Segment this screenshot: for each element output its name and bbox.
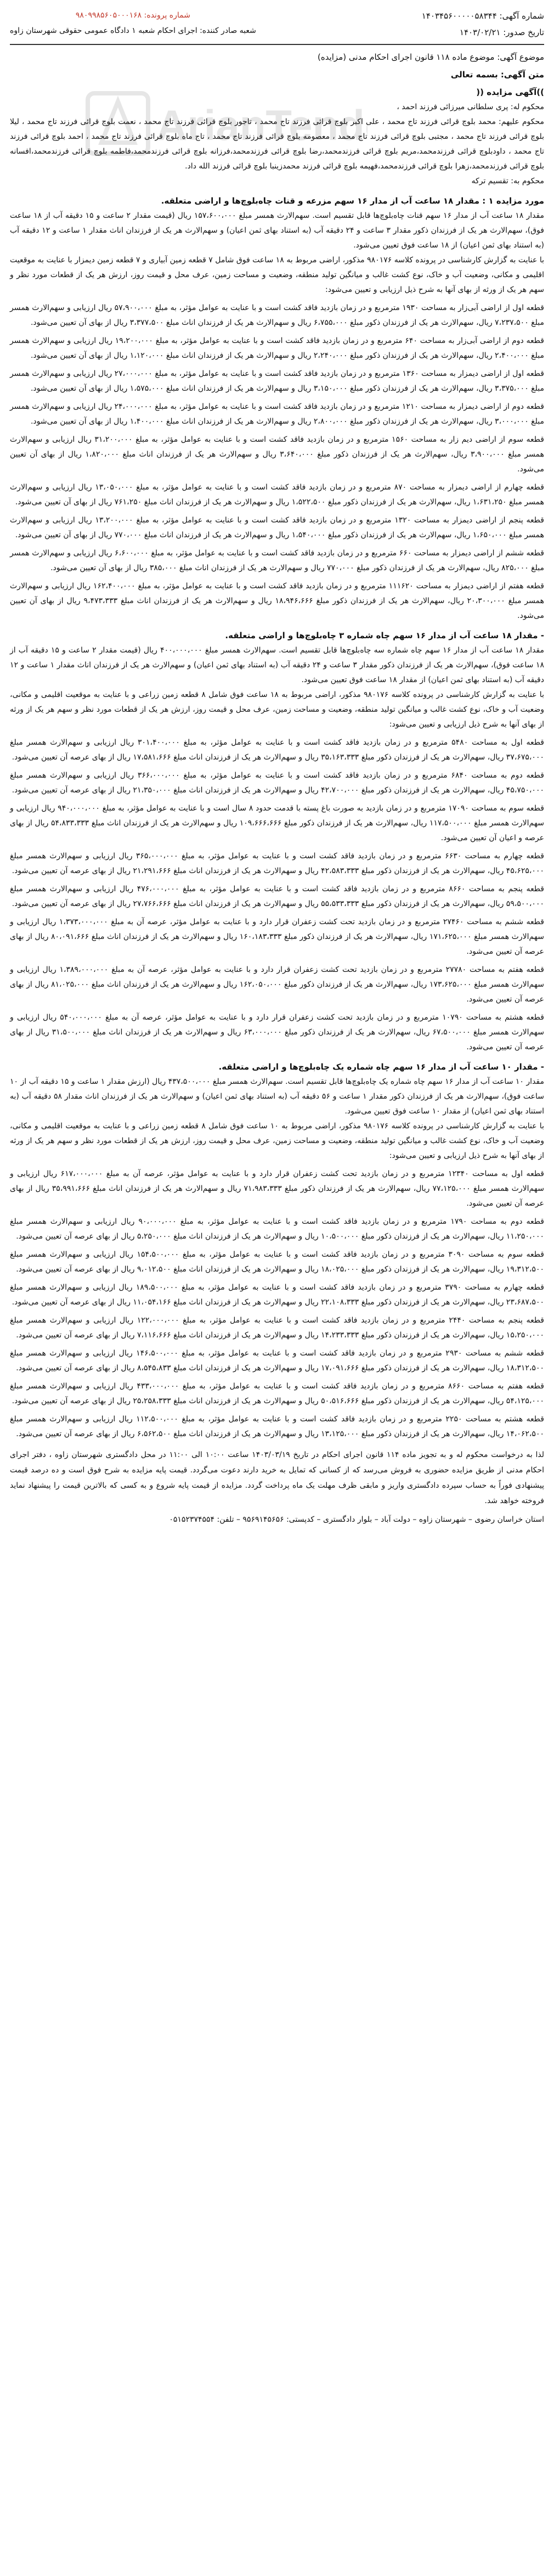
judgment: محکوم به: تقسیم ترکه [471,177,544,185]
land-parcel-item: قطعه هشتم به مساحت ۱۰۷۹۰ مترمربع و در زمان بازدید تحت کشت زعفران قرار دارد و با عنایت به عوامل مؤثر، عرصه آن به مبلغ ۵۴۰،۰۰۰،۰۰۰ ریال ارزیابی و سهم‌الارث همسر مبلغ ۶۷،۵۰۰،۰۰۰ ریال، سهم‌الارث هر یک از فرزندان ذکور مبلغ ۶۳،۰۰۰،۰۰۰ ریال و سهم‌الارث هر یک از فرزندان اناث مبلغ ۳۱،۵۰۰،۰۰۰ ریال از بهای عرصه آن تعیین می‌شود. [10,1013,544,1051]
section-3-water: مقدار ۱۰ ساعت آب از مدار ۱۶ سهم چاه شماره یک چاه‌بلوچ‌ها قابل تقسیم است. سهم‌الارث همسر مبلغ ۴۳۷،۵۰۰،۰۰۰ ریال (ارزش مقدار ۱ ساعت و ۱۵ دقیقه آب از ۱۰ ساعت فوق)، سهم‌الارث هر یک از فرزندان ذکور مقدار ۱ ساعت و ۵۶ دقیقه آب (به استناد بهای ثمن اعیان) و سهم‌الارث هر یک از فرزندان اناث مقدار ۵۸ دقیقه آب (به استناد بهای ثمن اعیان) از مقدار ۱۰ ساعت فوق تعیین می‌شود. [10,1077,545,1116]
land-parcel-item: قطعه ششم به مساحت ۲۷۴۶۰ مترمربع و در زمان بازدید تحت کشت زعفران قرار دارد و با عنایت به عوامل مؤثر، عرصه آن به مبلغ ۱،۳۷۳،۰۰۰،۰۰۰ ریال ارزیابی و سهم‌الارث همسر مبلغ ۱۷۱،۶۲۵،۰۰۰ ریال، سهم‌الارث هر یک از فرزندان ذکور مبلغ ۱۶۰،۱۸۳،۳۳۳ ریال و سهم‌الارث هر یک از فرزندان اناث مبلغ ۸۰،۰۹۱،۶۶۶ ریال از بهای عرصه آن تعیین می‌شود. [10,918,545,956]
land-parcel-item: قطعه اول به مساحت ۵۴۸۰ مترمربع و در زمان بازدید فاقد کشت است و با عنایت به عوامل مؤثر، به مبلغ ۳۰۱،۴۰۰،۰۰۰ ریال ارزیابی و سهم‌الارث همسر مبلغ ۳۷،۶۷۵،۰۰۰ ریال، سهم‌الارث هر یک از فرزندان ذکور مبلغ ۳۵،۱۶۳،۳۳۳ ریال و سهم‌الارث هر یک از فرزندان اناث مبلغ ۱۷،۵۸۱،۶۶۶ ریال از بهای عرصه آن تعیین می‌شود. [10,738,544,762]
section-2-expert: با عنایت به گزارش کارشناسی در پرونده کلاسه ۹۸۰۱۷۶ مذکور، اراضی مربوط به ۱۸ ساعت فوق شامل ۸ قطعه زمین زراعی و با عنایت به موقعیت اقلیمی و مکانی، وضعیت آب و خاک، نوع کشت غالب و میانگین تولید منطقه، وضعیت و مساحت زمین، عرف محل و قیمت روز، ارزش هر یک از قطعات مورد نظر و سهم هر یک از ورثه از بهای آنها به شرح ذیل ارزیابی و تعیین می‌شود: [10,690,544,729]
land-parcel-item: قطعه اول از اراضی آبی‌زار به مساحت ۱۹۳۰ مترمربع و در زمان بازدید فاقد کشت است و با عنایت به عوامل مؤثر، به مبلغ ۵۷،۹۰۰،۰۰۰ ریال ارزیابی و سهم‌الارث همسر مبلغ ۷،۲۳۷،۵۰۰ ریال، سهم‌الارث هر یک از فرزندان ذکور مبلغ ۶،۷۵۵،۰۰۰ ریال و سهم‌الارث هر یک از فرزندان اناث مبلغ ۳،۳۷۷،۵۰۰ ریال از بهای آن تعیین می‌شود. [10,303,544,327]
section-3 [10,1059,544,1442]
debtors: محکوم علیهم: محمد بلوچ قرائی فرزند تاج محمد ، علی اکبر بلوچ قرائی فرزند تاج محمد ، تاجور بلوچ قرائی فرزند تاج محمد ، نعمت بلوچ قرائی فرزند تاج محمد ، لیلا بلوچ قرائی فرزند تاج محمد ، مجتبی بلوچ قرائی فرزند تاج محمد ، معصومه بلوچ قرائی فرزند تاج محمد ، تاج ماه بلوچ قرائی فرزند تاج محمد ، احمد بلوچ قرائی فرزند تاج محمد ، داودبلوچ قرائی فرزندمحمد،مریم بلوچ قرائی فرزندمحمد،رضا بلوچ قرائی فرزندمحمد،فرزانه بلوچ قرائی فرزندمحمد،فاطمه بلوچ قرائی فرزندمحمد،افسانه بلوچ قرائی فرزندمحمد،زهرا بلوچ قرائی فرزندمحمد،فهیمه بلوچ قرائی فرزند محمدزینبا بلوچ قرائی فرزند الله داد. [10,117,544,171]
header-right [422,8,544,41]
land-parcel-item: قطعه هفتم به مساحت ۲۷۷۸۰ مترمربع و در زمان بازدید تحت کشت زعفران قرار دارد و با عنایت به عوامل مؤثر، عرصه آن به مبلغ ۱،۳۸۹،۰۰۰،۰۰۰ ریال ارزیابی و سهم‌الارث همسر مبلغ ۱۷۳،۶۲۵،۰۰۰ ریال، سهم‌الارث هر یک از فرزندان ذکور مبلغ ۱۶۲،۰۵۰،۰۰۰ ریال و سهم‌الارث هر یک از فرزندان اناث مبلغ ۸۱،۰۲۵،۰۰۰ ریال از بهای عرصه آن تعیین می‌شود. [10,965,545,1004]
land-parcel-item: قطعه چهارم به مساحت ۳۷۹۰ مترمربع و در زمان بازدید فاقد کشت است و با عنایت به عوامل مؤثر، به مبلغ ۱۸۹،۵۰۰،۰۰۰ ریال ارزیابی و سهم‌الارث همسر مبلغ ۲۳،۶۸۷،۵۰۰ ریال، سهم‌الارث هر یک از فرزندان ذکور مبلغ ۲۲،۱۰۸،۳۳۳ ریال و سهم‌الارث هر یک از فرزندان اناث مبلغ ۱۱،۰۵۴،۱۶۶ ریال از بهای عرصه آن تعیین می‌شود. [10,1283,544,1307]
land-parcel-item: قطعه اول از اراضی دیمزار به مساحت ۱۳۶۰ مترمربع و در زمان بازدید فاقد کشت است و با عنایت به عوامل مؤثر، به مبلغ ۲۷،۰۰۰،۰۰۰ ریال ارزیابی و سهم‌الارث همسر مبلغ ۳،۳۷۵،۰۰۰ ریال، سهم‌الارث هر یک از فرزندان ذکور مبلغ ۳،۱۵۰،۰۰۰ ریال و سهم‌الارث هر یک از فرزندان اناث مبلغ ۱،۵۷۵،۰۰۰ ریال از بهای آن تعیین می‌شود. [10,369,544,393]
section-2-title: - مقدار ۱۸ ساعت آب از مدار ۱۶ سهم چاه شماره ۳ چاه‌بلوچ‌ها و اراضی متعلقه. [225,631,544,640]
land-parcel-item: قطعه دوم به مساحت ۶۸۴۰ مترمربع و در زمان بازدید فاقد کشت است و با عنایت به عوامل مؤثر، به مبلغ ۳۶۶،۰۰۰،۰۰۰ ریال ارزیابی و سهم‌الارث همسر مبلغ ۴۵،۷۵۰،۰۰۰ ریال، سهم‌الارث هر یک از فرزندان ذکور مبلغ ۴۲،۷۰۰،۰۰۰ ریال و سهم‌الارث هر یک از فرزندان اناث مبلغ ۲۱،۳۵۰،۰۰۰ ریال از بهای عرصه آن تعیین می‌شود. [10,771,544,795]
claimant: محکوم له: پری سلطانی میرزائی فرزند احمد ، [397,103,544,111]
section-2-items [10,735,544,1055]
section-2 [10,628,544,1055]
section-1-items [10,301,544,623]
header-divider [10,44,544,45]
land-parcel-item: قطعه سوم به مساحت ۱۷۰۹۰ مترمربع و در زمان بازدید به صورت باغ پسته با قدمت حدود ۸ سال است و با عنایت به عوامل مؤثر، به مبلغ ۹۴۰،۰۰۰،۰۰۰ ریال ارزیابی و سهم‌الارث همسر مبلغ ۱۱۷،۵۰۰،۰۰۰ ریال، سهم‌الارث هر یک از فرزندان ذکور مبلغ ۱۰۹،۶۶۶،۶۶۶ ریال و سهم‌الارث هر یک از فرزندان اناث مبلغ ۵۴،۸۳۳،۳۳۳ ریال از بهای عرصه و اعیان آن تعیین می‌شود. [10,804,545,842]
land-parcel-item: قطعه ششم از اراضی دیمزار به مساحت ۶۶۰ مترمربع و در زمان بازدید فاقد کشت است و با عنایت به عوامل مؤثر، به مبلغ ۶،۶۰۰،۰۰۰ ریال ارزیابی و سهم‌الارث همسر مبلغ ۸۲۵،۰۰۰ ریال، سهم‌الارث هر یک از فرزندان ذکور مبلغ ۷۷۰،۰۰۰ ریال و سهم‌الارث هر یک از فرزندان اناث مبلغ ۳۸۵،۰۰۰ ریال از بهای آن تعیین می‌شود. [10,549,544,572]
notice-page [10,8,544,2568]
land-parcel-item: قطعه ششم به مساحت ۲۹۳۰ مترمربع و در زمان بازدید فاقد کشت است و با عنایت به عوامل مؤثر، به مبلغ ۱۴۶،۵۰۰،۰۰۰ ریال ارزیابی و سهم‌الارث همسر مبلغ ۱۸،۳۱۲،۵۰۰ ریال، سهم‌الارث هر یک از فرزندان ذکور مبلغ ۱۷،۰۹۱،۶۶۶ ریال و سهم‌الارث هر یک از فرزندان اناث مبلغ ۸،۵۴۵،۸۳۳ ریال از بهای عرصه آن تعیین می‌شود. [10,1349,544,1373]
land-parcel-item: قطعه پنجم از اراضی دیمزار به مساحت ۱۳۲۰ مترمربع و در زمان بازدید فاقد کشت است و با عنایت به عوامل مؤثر، به مبلغ ۱۳،۲۰۰،۰۰۰ ریال ارزیابی و سهم‌الارث همسر مبلغ ۱،۶۵۰،۰۰۰ ریال، سهم‌الارث هر یک از فرزندان ذکور مبلغ ۱،۵۴۰،۰۰۰ ریال و سهم‌الارث هر یک از فرزندان اناث مبلغ ۷۷۰،۰۰۰ ریال از بهای آن تعیین می‌شود. [10,516,544,539]
land-parcel-item: قطعه چهارم از اراضی دیمزار به مساحت ۸۷۰ مترمربع و در زمان بازدید فاقد کشت است و با عنایت به عوامل مؤثر، به مبلغ ۱۳،۰۵۰،۰۰۰ ریال ارزیابی و سهم‌الارث همسر مبلغ ۱،۶۳۱،۲۵۰ ریال، سهم‌الارث هر یک از فرزندان ذکور مبلغ ۱،۵۲۲،۵۰۰ ریال و سهم‌الارث هر یک از فرزندان اناث مبلغ ۷۶۱،۲۵۰ ریال از بهای آن تعیین می‌شود. [10,483,544,507]
section-3-items [10,1167,544,1442]
section-1-expert: با عنایت به گزارش کارشناسی در پرونده کلاسه ۹۸۰۱۷۶ مذکور، اراضی مربوط به ۱۸ ساعت فوق شامل ۷ قطعه زمین آبیاری و ۷ قطعه زمین دیمزار با عنایت به موقعیت اقلیمی و مکانی، وضعیت آب و خاک، نوع کشت غالب و میانگین تولید منطقه، وضعیت و مساحت زمین، عرف محل و قیمت روز، ارزش هر یک از قطعات مورد نظر و سهم هر یک از ورثه از بهای آنها به شرح ذیل ارزیابی و تعیین می‌شود: [10,256,544,294]
land-parcel-item: قطعه هفتم از اراضی دیمزار به مساحت ۱۱۱۶۲۰ مترمربع و در زمان بازدید فاقد کشت است و با عنایت به عوامل مؤثر، به مبلغ ۱۶۲،۴۰۰،۰۰۰ ریال ارزیابی و سهم‌الارث همسر مبلغ ۲۰،۳۰۰،۰۰۰ ریال، سهم‌الارث هر یک از فرزندان ذکور مبلغ ۱۸،۹۴۶،۶۶۶ ریال و سهم‌الارث هر یک از فرزندان اناث مبلغ ۹،۴۷۳،۳۳۳ ریال از بهای آن تعیین می‌شود. [10,582,545,620]
land-parcel-item: قطعه اول به مساحت ۱۲۳۴۰ مترمربع و در زمان بازدید تحت کشت زعفران قرار دارد و با عنایت به عوامل مؤثر، عرصه آن به مبلغ ۶۱۷،۰۰۰،۰۰۰ ریال ارزیابی و سهم‌الارث همسر مبلغ ۷۷،۱۲۵،۰۰۰ ریال، سهم‌الارث هر یک از فرزندان ذکور مبلغ ۷۱،۹۸۳،۳۳۳ ریال و سهم‌الارث هر یک از فرزندان اناث مبلغ ۳۵،۹۹۱،۶۶۶ ریال از بهای عرصه آن تعیین می‌شود. [10,1169,544,1208]
section-1-title: مورد مزایده ۱ : مقدار ۱۸ ساعت آب از مدار ۱۶ سهم مزرعه و قنات چاه‌بلوچ‌ها و اراضی متعلقه. [161,196,544,206]
ad-number: شماره آگهی: ۱۴۰۳۴۵۶۰۰۰۰۰۵۸۳۴۴ [421,11,544,21]
land-parcel-item: قطعه پنجم به مساحت ۸۶۶۰ مترمربع و در زمان بازدید فاقد کشت است و با عنایت به عوامل مؤثر، به مبلغ ۴۷۶،۰۰۰،۰۰۰ ریال ارزیابی و سهم‌الارث همسر مبلغ ۵۹،۵۰۰،۰۰۰ ریال، سهم‌الارث هر یک از فرزندان ذکور مبلغ ۵۵،۵۳۳،۳۳۳ ریال و سهم‌الارث هر یک از فرزندان اناث مبلغ ۲۷،۷۶۶،۶۶۶ ریال از بهای عرصه آن تعیین می‌شود. [10,885,544,908]
land-parcel-item: قطعه سوم به مساحت ۳۰۹۰ مترمربع و در زمان بازدید فاقد کشت است و با عنایت به عوامل مؤثر، به مبلغ ۱۵۴،۵۰۰،۰۰۰ ریال ارزیابی و سهم‌الارث همسر مبلغ ۱۹،۳۱۲،۵۰۰ ریال، سهم‌الارث هر یک از فرزندان ذکور مبلغ ۱۸،۰۲۵،۰۰۰ ریال و سهم‌الارث هر یک از فرزندان اناث مبلغ ۹،۰۱۲،۵۰۰ ریال از بهای عرصه آن تعیین می‌شود. [10,1250,544,1274]
svg-text:ArianTender: ArianTend [156,101,365,149]
auction-footer: لذا به درخواست محکوم له و به تجویز ماده ۱۱۴ قانون اجرای احکام در تاریخ ۱۴۰۳/۰۳/۱۹ ساعت ۱۰:۰۰ الی ۱۱:۰۰ در محل دادگستری شهرستان زاوه ، دفتر اجرای احکام مدنی از طریق مزایده حضوری به فروش می‌رسد که از کسانی که تمایل به خرید دارند دعوت می‌گردد. قیمت پایه مزایده به شرح فوق است و ده درصد قیمت پیشنهادی فوراً به حساب سپرده دادگستری واریز و مابقی ظرف مهلت یک ماه پرداخت گردد. مزایده از قیمت پایه شروع و به کسی که بالاترین قیمت را پیشنهاد نماید فروخته خواهد شد. [10,1450,545,1505]
issue-date: تاریخ صدور: ۱۴۰۳/۰۲/۲۱ [459,27,544,37]
land-parcel-item: قطعه دوم به مساحت ۱۷۹۰ مترمربع و در زمان بازدید فاقد کشت است و با عنایت به عوامل مؤثر، به مبلغ ۹۰،۰۰۰،۰۰۰ ریال ارزیابی و سهم‌الارث همسر مبلغ ۱۱،۲۵۰،۰۰۰ ریال، سهم‌الارث هر یک از فرزندان ذکور مبلغ ۱۰،۵۰۰،۰۰۰ ریال و سهم‌الارث هر یک از فرزندان اناث مبلغ ۵،۲۵۰،۰۰۰ ریال از بهای عرصه آن تعیین می‌شود. [10,1217,544,1241]
section-2-water: مقدار ۱۸ ساعت آب از مدار ۱۶ سهم چاه شماره سه چاه‌بلوچ‌ها قابل تقسیم است. سهم‌الارث همسر مبلغ ۴۰۰،۰۰۰،۰۰۰ ریال (قیمت مقدار ۲ ساعت و ۱۵ دقیقه آب از ۱۸ ساعت فوق)، سهم‌الارث هر یک از فرزندان ذکور مقدار ۳ ساعت و ۲۴ دقیقه آب (به استناد بهای ثمن اعیان) و سهم‌الارث هر یک از فرزندان اناث مقدار ۱ ساعت و ۱۲ دقیقه آب (به استناد بهای ثمن اعیان) از مقدار ۱۸ ساعت فوق تعیین می‌شود. [10,646,545,684]
ad-text-title: متن آگهی: بسمه تعالی [450,70,544,80]
land-parcel-item: قطعه سوم از اراضی دیم زار به مساحت ۱۵۶۰ مترمربع و در زمان بازدید فاقد کشت است و با عنایت به عوامل مؤثر، به مبلغ ۳۱،۲۰۰،۰۰۰ ریال ارزیابی و سهم‌الارث همسر مبلغ ۳،۹۰۰،۰۰۰ ریال، سهم‌الارث هر یک از فرزندان ذکور مبلغ ۳،۶۴۰،۰۰۰ ریال و سهم‌الارث هر یک از فرزندان اناث مبلغ ۱،۸۲۰،۰۰۰ ریال از بهای آن تعیین می‌شود. [10,435,545,474]
land-parcel-item: قطعه چهارم به مساحت ۶۶۳۰ مترمربع و در زمان بازدید فاقد کشت است و با عنایت به عوامل مؤثر، به مبلغ ۳۶۵،۰۰۰،۰۰۰ ریال ارزیابی و سهم‌الارث همسر مبلغ ۴۵،۶۲۵،۰۰۰ ریال، سهم‌الارث هر یک از فرزندان ذکور مبلغ ۴۲،۵۸۳،۳۳۳ ریال و سهم‌الارث هر یک از فرزندان اناث مبلغ ۲۱،۲۹۱،۶۶۶ ریال از بهای عرصه آن تعیین می‌شود. [10,852,544,875]
section-3-expert: با عنایت به گزارش کارشناسی در پرونده کلاسه ۹۸۰۱۷۶ مذکور، اراضی مربوط به ۱۰ ساعت فوق شامل ۸ قطعه زمین زراعی و با عنایت به موقعیت اقلیمی و مکانی، وضعیت آب و خاک، نوع کشت غالب و میانگین تولید منطقه، وضعیت و مساحت زمین، عرف محل و قیمت روز، ارزش هر یک از قطعات مورد نظر و سهم هر یک از ورثه از بهای آنها به شرح ذیل ارزیابی و تعیین می‌شود: [10,1122,544,1160]
issuer: شعبه صادر کننده: اجرای احکام شعبه ۱ دادگاه عمومی حقوقی شهرستان زاوه [10,26,256,35]
court-contact: استان خراسان رضوی – شهرستان زاوه – دولت آباد – بلوار دادگستری – کدپستی: ۹۵۶۹۱۴۵۶۵۶ – تلفن: ۰۵۱۵۲۳۷۴۵۵۴ [169,1515,544,1524]
land-parcel-item: قطعه دوم از اراضی آبی‌زار به مساحت ۶۴۰ مترمربع و در زمان بازدید فاقد کشت است و با عنایت به عوامل مؤثر، به مبلغ ۱۹،۲۰۰،۰۰۰ ریال ارزیابی و سهم‌الارث همسر مبلغ ۲،۴۰۰،۰۰۰ ریال، سهم‌الارث هر یک از فرزندان ذکور مبلغ ۲،۲۴۰،۰۰۰ ریال و سهم‌الارث هر یک از فرزندان اناث مبلغ ۱،۱۲۰،۰۰۰ ریال از بهای آن تعیین می‌شود. [10,336,544,360]
land-parcel-item: قطعه هفتم به مساحت ۸۶۶۰ مترمربع و در زمان بازدید فاقد کشت است و با عنایت به عوامل مؤثر، به مبلغ ۴۳۳،۰۰۰،۰۰۰ ریال ارزیابی و سهم‌الارث همسر مبلغ ۵۴،۱۲۵،۰۰۰ ریال، سهم‌الارث هر یک از فرزندان ذکور مبلغ ۵۰،۵۱۶،۶۶۶ ریال و سهم‌الارث هر یک از فرزندان اناث مبلغ ۲۵،۲۵۸،۳۳۳ ریال از بهای عرصه آن تعیین می‌شود. [10,1382,544,1405]
land-parcel-item: قطعه پنجم به مساحت ۲۴۴۰ مترمربع و در زمان بازدید فاقد کشت است و با عنایت به عوامل مؤثر، به مبلغ ۱۲۲،۰۰۰،۰۰۰ ریال ارزیابی و سهم‌الارث همسر مبلغ ۱۵،۲۵۰،۰۰۰ ریال، سهم‌الارث هر یک از فرزندان ذکور مبلغ ۱۴،۲۳۳،۳۳۳ ریال و سهم‌الارث هر یک از فرزندان اناث مبلغ ۷،۱۱۶،۶۶۶ ریال از بهای عرصه آن تعیین می‌شود. [10,1316,544,1340]
subject: موضوع آگهی: موضوع ماده ۱۱۸ قانون اجرای احکام مدنی (مزایده) [317,52,544,62]
section-1 [10,193,544,623]
section-3-title: - مقدار ۱۰ ساعت آب از مدار ۱۶ سهم چاه شماره یک چاه‌بلوچ‌ها و اراضی متعلقه. [218,1062,544,1072]
land-parcel-item: قطعه دوم از اراضی دیمزار به مساحت ۱۲۱۰ مترمربع و در زمان بازدید فاقد کشت است و با عنایت به عوامل مؤثر، به مبلغ ۲۴،۰۰۰،۰۰۰ ریال ارزیابی و سهم‌الارث همسر مبلغ ۳،۰۰۰،۰۰۰ ریال، سهم‌الارث هر یک از فرزندان ذکور مبلغ ۲،۸۰۰،۰۰۰ ریال و سهم‌الارث هر یک از فرزندان اناث مبلغ ۱،۴۰۰،۰۰۰ ریال از بهای آن تعیین می‌شود. [10,402,544,426]
section-1-water: مقدار ۱۸ ساعت آب از مدار ۱۶ سهم قنات چاه‌بلوچ‌ها قابل تقسیم است. سهم‌الارث همسر مبلغ ۱۵۷،۶۰۰،۰۰۰ ریال (قیمت مقدار ۲ ساعت و ۱۵ دقیقه آب از ۱۸ ساعت فوق)، سهم‌الارث هر یک از فرزندان ذکور مقدار ۳ ساعت و ۲۴ دقیقه آب (به استناد بهای ثمن اعیان) و سهم‌الارث هر یک از فرزندان اناث مقدار ۱ ساعت و ۱۲ دقیقه آب (به استناد بهای ثمن اعیان) از ۱۸ ساعت فوق تعیین می‌شود. [10,211,545,250]
notice-header [10,8,544,41]
case-number: شماره پرونده: ۹۸۰۹۹۸۵۶۰۵۰۰۰۱۶۸ [75,11,190,20]
land-parcel-item: قطعه هشتم به مساحت ۲۲۵۰ مترمربع و در زمان بازدید فاقد کشت است و با عنایت به عوامل مؤثر، به مبلغ ۱۱۲،۵۰۰،۰۰۰ ریال ارزیابی و سهم‌الارث همسر مبلغ ۱۴،۰۶۲،۵۰۰ ریال، سهم‌الارث هر یک از فرزندان ذکور مبلغ ۱۳،۱۲۵،۰۰۰ ریال و سهم‌الارث هر یک از فرزندان اناث مبلغ ۶،۵۶۲،۵۰۰ ریال از بهای عرصه آن تعیین می‌شود. [10,1415,544,1438]
header-middle [10,8,256,38]
ad-text-sub: ))آگهی مزایده (( [476,87,544,97]
